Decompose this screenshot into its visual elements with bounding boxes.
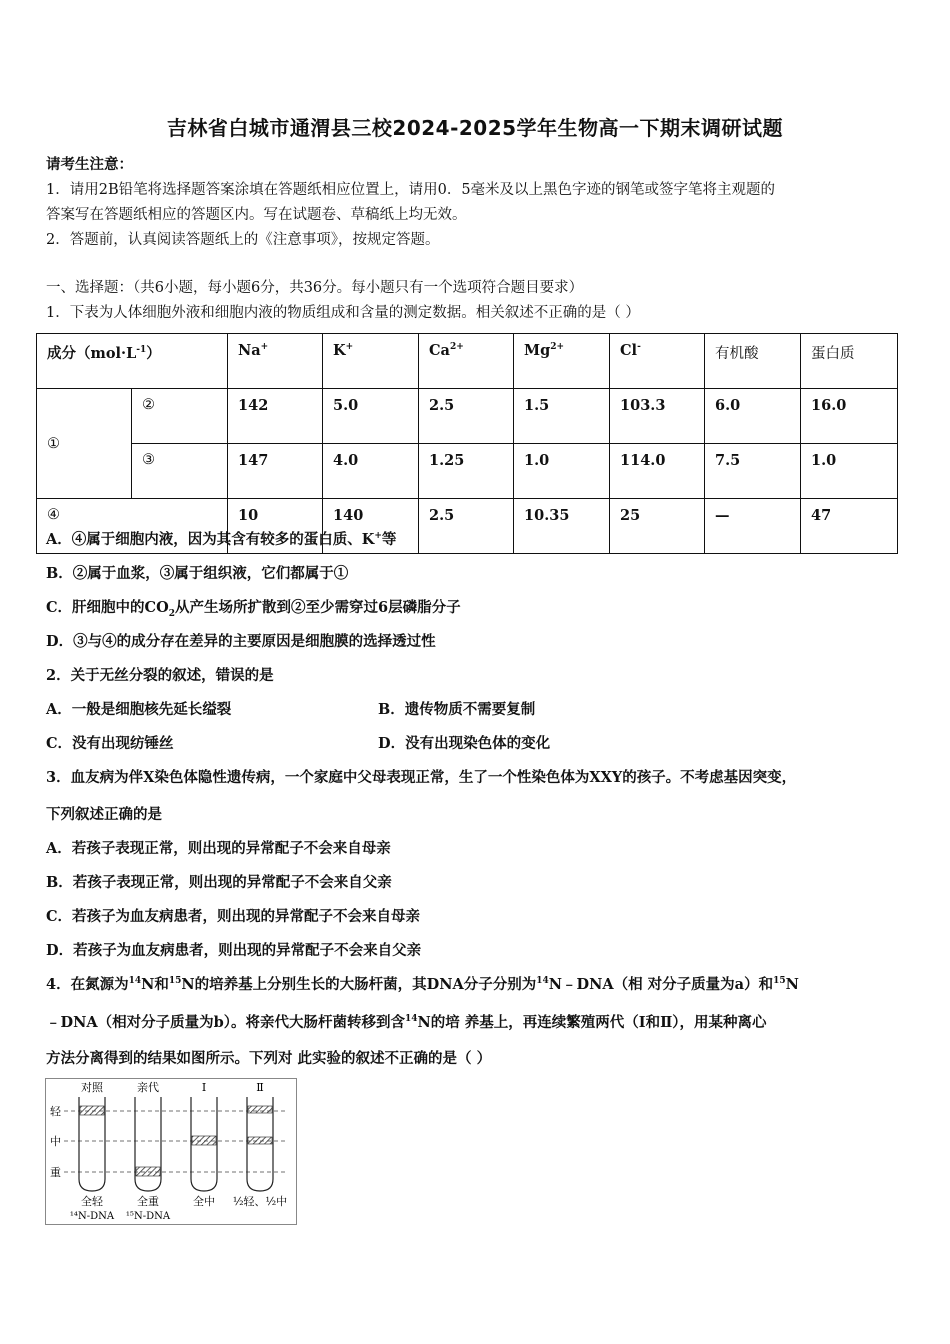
table-cell: — (705, 499, 801, 554)
tube-result-label: ½轻、½中 (232, 1195, 288, 1208)
col-label: 亲代 (137, 1081, 159, 1094)
table-cell: 6.0 (705, 389, 801, 444)
table-cell: 147 (228, 444, 323, 499)
table-row (37, 389, 898, 444)
dna-band-heavy (136, 1167, 160, 1176)
tube-result-label: 全重 (137, 1195, 159, 1208)
table-cell: 114.0 (610, 444, 705, 499)
header-cl: Cl- (610, 334, 705, 389)
header-organic-acid: 有机酸 (705, 334, 801, 389)
header-mg: $Mg^{2+}$ (514, 334, 610, 389)
notice-item-2: 2．答题前，认真阅读答题纸上的《注意事项》，按规定答题。 (46, 232, 440, 248)
centrifuge-figure (45, 1078, 297, 1225)
row-label: ④ (37, 499, 228, 554)
table-cell: 1.0 (514, 444, 610, 499)
col-label: Ⅰ (201, 1081, 207, 1094)
composition-table (36, 333, 898, 554)
header-protein: 蛋白质 (801, 334, 898, 389)
question-4-line-1: 4．在氮源为$^{14}$N和$^{15}$N的培养基上分别生长的大肠杆菌，其DNA分子分别为$^{14}$N﹣DNA（相 对分子质量为a）和$^{15}$N (46, 976, 799, 993)
question-1-stem: 1．下表为人体细胞外液和细胞内液的物质组成和含量的测定数据。相关叙述不正确的是（ ） (46, 305, 640, 321)
tube-result-label: 全中 (193, 1195, 215, 1208)
q1-option-c: C．肝细胞中的$CO_2$从产生场所扩散到②至少需穿过6层磷脂分子 (46, 599, 461, 619)
question-2-stem: 2．关于无丝分裂的叙述，错误的是 (46, 667, 274, 684)
table-row (37, 444, 898, 499)
q3-option-b: B．若孩子表现正常，则出现的异常配子不会来自父亲 (46, 874, 392, 891)
dna-band-light (80, 1106, 104, 1115)
q2-option-d: D．没有出现染色体的变化 (378, 735, 551, 752)
table-cell: 7.5 (705, 444, 801, 499)
question-3-stem-line-2: 下列叙述正确的是 (46, 806, 162, 823)
table-cell: 1.0 (801, 444, 898, 499)
table-header-row (37, 334, 898, 389)
table-cell: 5.0 (323, 389, 419, 444)
question-4-line-2: ﹣DNA（相对分子质量为b）。将亲代大肠杆菌转移到含$^{14}$N的培 养基上，再连续繁殖两代（Ⅰ和Ⅱ），用某种离心 (46, 1014, 767, 1031)
q1-option-b: B．②属于血浆，③属于组织液，它们都属于① (46, 565, 349, 582)
q2-option-a: A．一般是细胞核先延长缢裂 (46, 701, 232, 718)
header-composition: 成分$(mol\cdot L^{-1})$ (37, 334, 228, 389)
group-1-label: ① (37, 389, 132, 499)
table-cell: 2.5 (419, 499, 514, 554)
q1-option-d: D．③与④的成分存在差异的主要原因是细胞膜的选择透过性 (46, 633, 436, 650)
dna-band-light (248, 1106, 272, 1113)
table-cell: 142 (228, 389, 323, 444)
tube-result-label: 全轻 (81, 1195, 103, 1208)
header-na: Na+ (228, 334, 323, 389)
tube-sublabel: ¹⁴N-DNA (69, 1211, 115, 1222)
q2-option-c: C．没有出现纺锤丝 (46, 735, 174, 752)
notice-item-1-line-1: 1．请用2B铅笔将选择题答案涂填在答题纸相应位置上，请用0．5毫米及以上黑色字迹的钢笔或签字笔将主观题的 (46, 182, 776, 198)
table-cell: 103.3 (610, 389, 705, 444)
header-ca: $Ca^{2+}$ (419, 334, 514, 389)
table-cell: 10 (228, 499, 323, 554)
row-label: 中 (50, 1135, 61, 1148)
table-cell: 140 (323, 499, 419, 554)
col-label: 对照 (81, 1081, 103, 1094)
q3-option-c: C．若孩子为血友病患者，则出现的异常配子不会来自母亲 (46, 908, 421, 925)
row-label: 重 (50, 1166, 61, 1179)
section-heading: 一、选择题：（共6小题，每小题6分，共36分。每小题只有一个选项符合题目要求） (46, 280, 584, 296)
notice-heading: 请考生注意： (46, 156, 133, 173)
row-label: ② (132, 389, 228, 444)
centrifuge-diagram (46, 1079, 296, 1224)
table-cell: 1.5 (514, 389, 610, 444)
exam-title: 吉林省白城市通渭县三校2024-2025学年生物高一下期末调研试题 (166, 116, 784, 140)
q3-option-d: D．若孩子为血友病患者，则出现的异常配子不会来自父亲 (46, 942, 422, 959)
table-cell: 4.0 (323, 444, 419, 499)
row-label: 轻 (50, 1105, 61, 1118)
table-cell: 47 (801, 499, 898, 554)
table-cell: 2.5 (419, 389, 514, 444)
col-label: Ⅱ (256, 1081, 264, 1094)
q3-option-a: A．若孩子表现正常，则出现的异常配子不会来自母亲 (46, 840, 391, 857)
row-label: ③ (132, 444, 228, 499)
table-cell: 16.0 (801, 389, 898, 444)
table-cell: 1.25 (419, 444, 514, 499)
q2-option-b: B．遗传物质不需要复制 (378, 701, 536, 718)
q1-option-a: A．④属于细胞内液，因为其含有较多的蛋白质、K+等 (46, 531, 397, 548)
question-3-stem-line-1: 3．血友病为伴X染色体隐性遗传病，一个家庭中父母表现正常，生了一个性染色体为XXY的孩子。不考虑基因突变， (46, 769, 797, 786)
dna-band-middle (248, 1137, 272, 1144)
tube-sublabel: ¹⁵N-DNA (125, 1211, 171, 1222)
question-4-line-3: 方法分离得到的结果如图所示。下列对 此实验的叙述不正确的是（ ） (46, 1050, 492, 1067)
notice-item-1-line-2: 答案写在答题纸相应的答题区内。写在试题卷、草稿纸上均无效。 (46, 207, 467, 223)
table-cell: 25 (610, 499, 705, 554)
table-cell: 10.35 (514, 499, 610, 554)
header-k: K+ (323, 334, 419, 389)
dna-band-middle (192, 1136, 216, 1145)
